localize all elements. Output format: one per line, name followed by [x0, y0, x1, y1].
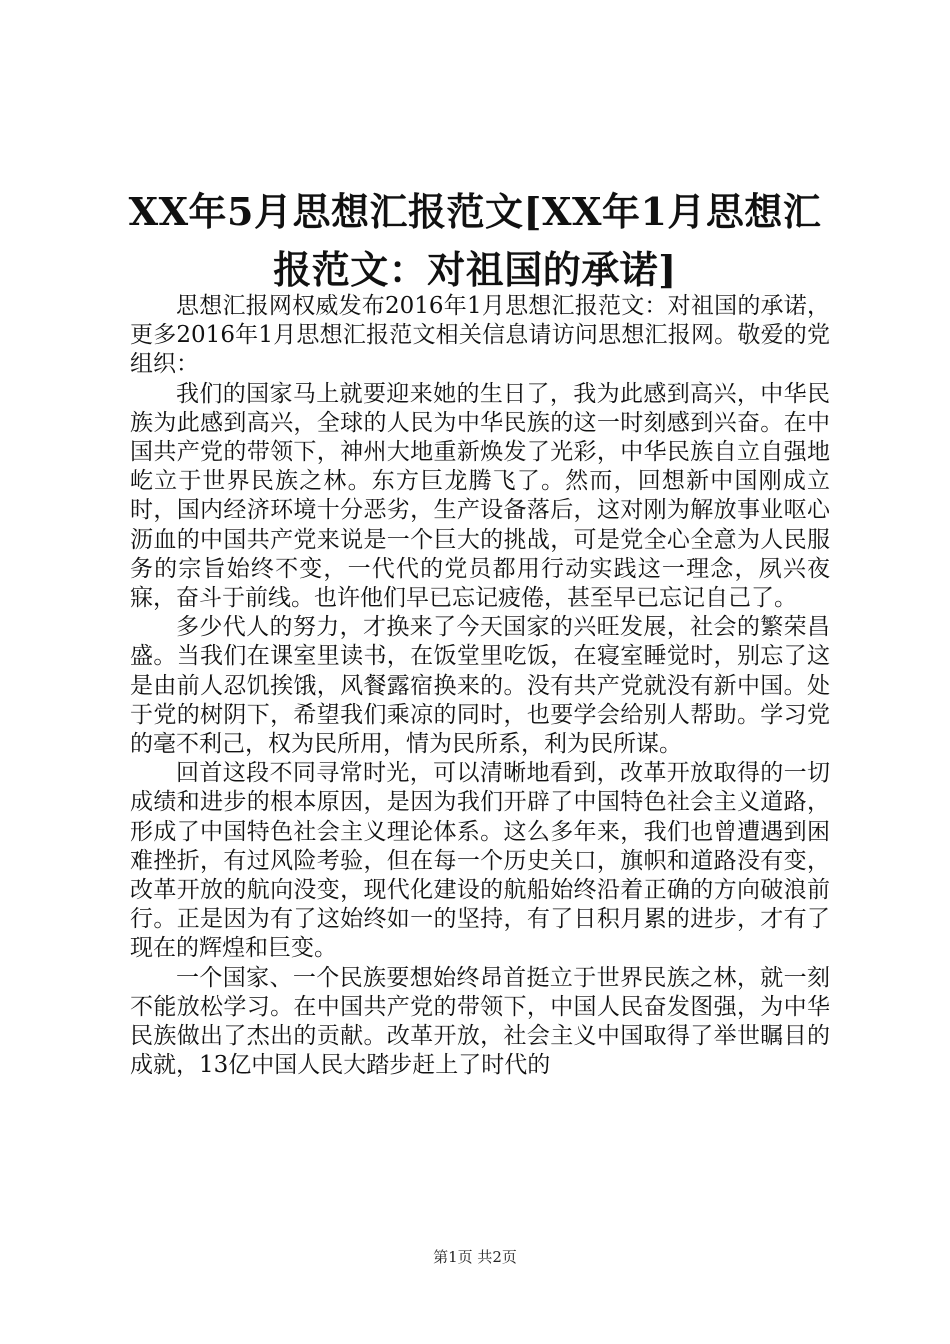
- document-body: [130, 292, 830, 1080]
- paragraph: 回首这段不同寻常时光，可以清晰地看到，改革开放取得的一切成绩和进步的根本原因，是因为我们开辟了中国特色社会主义道路，形成了中国特色社会主义理论体系。这么多年来，我们也曾遭遇到困难挫折，有过风险考验，但在每一个历史关口，旗帜和道路没有变，改革开放的航向没变，现代化建设的航船始终沿着正确的方向破浪前行。正是因为有了这始终如一的坚持，有了日积月累的进步，才有了现在的辉煌和巨变。: [130, 760, 830, 962]
- paragraph: 我们的国家马上就要迎来她的生日了，我为此感到高兴，中华民族为此感到高兴，全球的人民为中华民族的这一时刻感到兴奋。在中国共产党的带领下，神州大地重新焕发了光彩，中华民族自立自强地屹立于世界民族之林。东方巨龙腾飞了。然而，回想新中国刚成立时，国内经济环境十分恶劣，生产设备落后，这对刚为解放事业呕心沥血的中国共产党来说是一个巨大的挑战，可是党全心全意为人民服务的宗旨始终不变，一代代的党员都用行动实践这一理念，夙兴夜寐，奋斗于前线。也许他们早已忘记疲倦，甚至早已忘记自己了。: [130, 380, 830, 612]
- paragraph: 思想汇报网权威发布2016年1月思想汇报范文：对祖国的承诺，更多2016年1月思想汇报范文相关信息请访问思想汇报网。敬爱的党组织：: [130, 293, 830, 378]
- paragraph: 一个国家、一个民族要想始终昂首挺立于世界民族之林，就一刻不能放松学习。在中国共产党的带领下，中国人民奋发图强，为中华民族做出了杰出的贡献。改革开放，社会主义中国取得了举世瞩目的成就，13亿中国人民大踏步赶上了时代的: [130, 964, 830, 1079]
- document-title: XX年5月思想汇报范文[XX年1月思想汇报范文：对祖国的承诺]: [128, 189, 822, 293]
- page-number-footer: 第1页 共2页: [433, 1248, 517, 1266]
- paragraph: 多少代人的努力，才换来了今天国家的兴旺发展，社会的繁荣昌盛。当我们在课室里读书，在饭堂里吃饭，在寝室睡觉时，别忘了这是由前人忍饥挨饿，风餐露宿换来的。没有共产党就没有新中国。处于党的树阴下，希望我们乘凉的同时，也要学会给别人帮助。学习党的毫不利己，权为民所用，情为民所系，利为民所谋。: [130, 614, 830, 758]
